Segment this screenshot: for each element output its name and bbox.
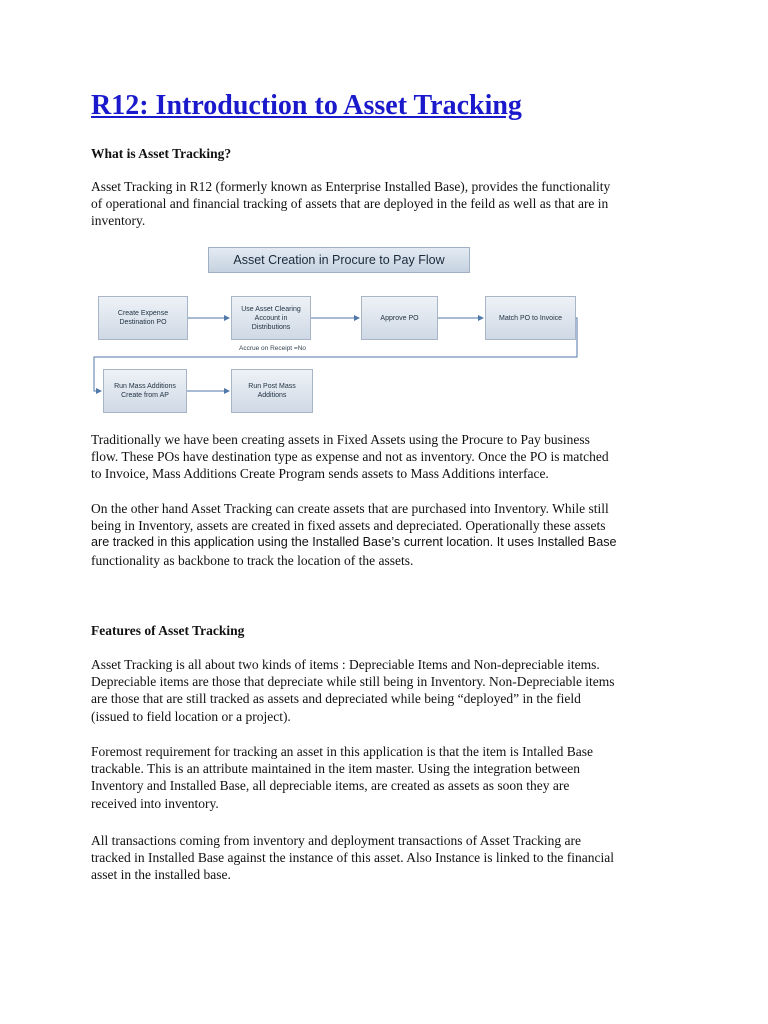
text-line: tracked in Installed Base against the instance of this asset. Also Instance is linked to the financial (91, 850, 614, 866)
text-line: are those that are still tracked as assets and depreciated while being “deployed” in the field (91, 691, 581, 707)
requirement-paragraph (91, 743, 691, 812)
accrue-on-receipt-note: Accrue on Receipt =No (239, 345, 307, 352)
page-title[interactable]: R12: Introduction to Asset Tracking (91, 90, 522, 121)
text-line: All transactions coming from inventory and deployment transactions of Asset Tracking are (91, 833, 582, 848)
text-line: Traditionally we have been creating assets in Fixed Assets using the Procure to Pay business (91, 432, 590, 447)
text-line: asset in the installed base. (91, 867, 231, 883)
text-line: functionality as backbone to track the location of the assets. (91, 552, 414, 568)
diagram-title: Asset Creation in Procure to Pay Flow (208, 247, 470, 273)
text-line: being in Inventory, assets are created in fixed assets and depreciated. Operationally these assets (91, 518, 606, 534)
flow-step-approve-po: Approve PO (361, 296, 438, 340)
transactions-paragraph (91, 832, 691, 884)
text-line: On the other hand Asset Tracking can create assets that are purchased into Inventory. While still (91, 501, 609, 516)
text-line: of operational and financial tracking of assets that are deployed in the feild as well as that are in (91, 196, 609, 212)
text-line: flow. These POs have destination type as expense and not as inventory. Once the PO is matched (91, 449, 609, 465)
text-line: received into inventory. (91, 795, 219, 811)
section-heading-what-is: What is Asset Tracking? (91, 146, 232, 161)
text-line: are tracked in this application using the Installed Base’s current location. It uses Installed Base (91, 535, 617, 550)
text-line: (issued to field location or a project). (91, 708, 291, 724)
traditional-paragraph (91, 431, 691, 483)
text-line: Inventory and Installed Base, all depreciable items, are created as assets as soon they are (91, 778, 570, 794)
asset-creation-flow-diagram (91, 245, 581, 415)
other-hand-paragraph (91, 500, 691, 569)
text-line: Asset Tracking in R12 (formerly known as Enterprise Installed Base), provides the functionality (91, 179, 611, 194)
text-line: Foremost requirement for tracking an asset in this application is that the item is Intalled Base (91, 744, 593, 759)
flow-step-asset-clearing-account: Use Asset Clearing Account in Distributions (231, 296, 311, 340)
text-line: trackable. This is an attribute maintained in the item master. Using the integration between (91, 761, 580, 777)
text-line: Asset Tracking is all about two kinds of items : Depreciable Items and Non-depreciable items. (91, 657, 600, 672)
text-line: Depreciable items are those that depreciate while still being in Inventory. Non-Depreciable items (91, 674, 615, 690)
text-line: inventory. (91, 213, 146, 229)
flow-step-mass-additions-create: Run Mass Additions Create from AP (103, 369, 187, 413)
flow-step-post-mass-additions: Run Post Mass Additions (231, 369, 313, 413)
flow-step-match-po-invoice: Match PO to Invoice (485, 296, 576, 340)
intro-paragraph (91, 178, 691, 230)
depreciable-items-paragraph (91, 656, 691, 725)
section-heading-features: Features of Asset Tracking (91, 623, 245, 638)
flow-step-create-expense-po: Create Expense Destination PO (98, 296, 188, 340)
text-line: to Invoice, Mass Additions Create Program sends assets to Mass Additions interface. (91, 466, 549, 482)
